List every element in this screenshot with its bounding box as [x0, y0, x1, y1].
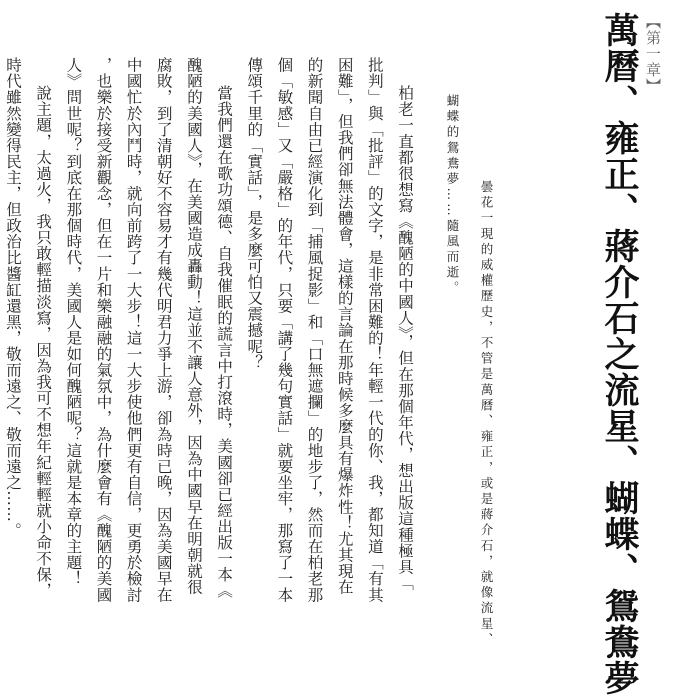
body-column: 時代雖然變得民主，但政治比醬缸還黑，敬而遠之、敬而遠之……。 — [4, 57, 22, 539]
body-column: 腐敗，到了清朝好不容易才有幾代明君力爭上游，卻為時已晚，因為美國早在 — [154, 57, 173, 603]
chapter-title: 萬曆、雍正、蔣介石之流星、蝴蝶、鴛鴦夢 — [599, 12, 639, 696]
body-column: 人》問世呢？到底在那個時代，美國人是如何醜陋呢？這就是本章的主題！ — [64, 57, 83, 587]
epigraph-line: 蝴蝶的鴛鴦夢……隨風而逝。 — [445, 94, 460, 297]
body-column: 的新聞自由已經演化到「捕風捉影」和「口無遮攔」的地步了，然而在柏老那 — [305, 57, 324, 603]
body-column: 柏老一直都很想寫《醜陋的中國人》，但在那個年代，想出版這種極具「 — [396, 85, 414, 591]
body-column: ，也樂於接受新觀念，但在一片和樂融融的氣氛中，為什麼會有《醜陋的美國 — [94, 57, 113, 603]
body-column: 醜陋的美國人》，在美國造成轟動！這並不讓人意外，因為中國早在明朝就很 — [184, 57, 203, 595]
chapter-label: 【第一章】 — [644, 14, 662, 94]
body-column: 當我們還在歌功頌德、自我催眠的謊言中打滾時，美國卻已經出版一本《 — [215, 85, 234, 599]
epigraph-line: 曇花一現的威權歷史，不管是萬曆、雍正，或是蔣介石，就像流星、 — [479, 180, 494, 648]
body-column: 批判」與「批評」的文字，是非常困難的！年輕一代的你、我，都知道「有其 — [365, 57, 384, 603]
body-column: 說主題，太過火，我只敢輕描淡寫，因為我可不想年紀輕輕就小命不保， — [34, 85, 53, 599]
body-column: 傳頌千里的「實話」，是多麼可怕又震撼呢？ — [245, 57, 264, 371]
body-column: 中國忙於內鬥時，就向前跨了一大步！這一大步使他們更有自信，更勇於檢討 — [124, 57, 143, 603]
body-column: 個「敏感」又「嚴格」的年代，只要「講了幾句實話」就要坐牢，那寫了一本 — [275, 57, 294, 603]
body-column: 困難」，但我們卻無法體會，這樣的言論在那時候多麼具有爆炸性！尤其現在 — [335, 57, 354, 595]
